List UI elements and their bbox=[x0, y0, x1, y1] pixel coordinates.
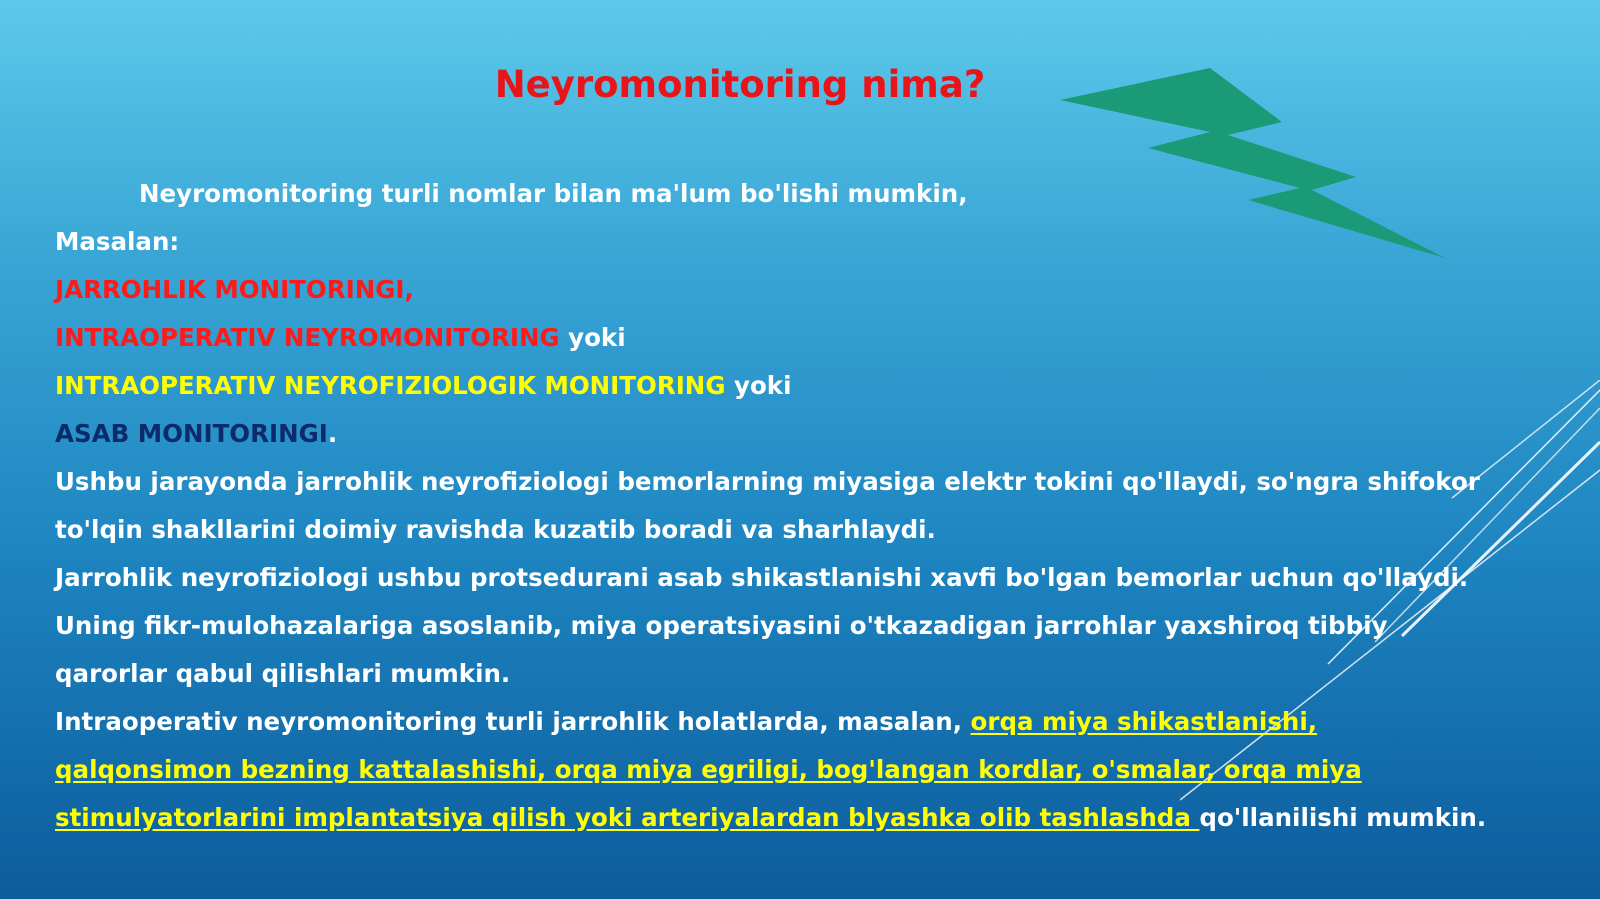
name-item bbox=[55, 410, 1495, 458]
intro-text: Neyromonitoring turli nomlar bilan ma'lum bo'lishi mumkin, bbox=[139, 179, 968, 208]
example-label: Masalan: bbox=[55, 227, 180, 256]
name-item bbox=[55, 314, 1495, 362]
name-item bbox=[55, 266, 1495, 314]
name-suffix: yoki bbox=[725, 371, 792, 400]
paragraph-process: Ushbu jarayonda jarrohlik neyrofiziologi bemorlarning miyasiga elektr tokini qo'llaydi, so'ngra shifokor to'lqin shakllarini doimiy ravishda kuzatib boradi va sharhlaydi. bbox=[55, 467, 1480, 544]
paragraph-usage: Jarrohlik neyrofiziologi ushbu protsedurani asab shikastlanishi xavfi bo'lgan bemorlar uchun qo'llaydi. bbox=[55, 563, 1469, 592]
slide-title: Neyromonitoring nima? bbox=[494, 63, 986, 106]
name-intraoperativ-neyromonitoring: INTRAOPERATIV NEYROMONITORING bbox=[55, 323, 560, 352]
paragraph-applications bbox=[55, 698, 1495, 842]
name-item bbox=[55, 362, 1495, 410]
name-intraoperativ-neyrofiziologik-monitoring: INTRAOPERATIV NEYROFIZIOLOGIK MONITORING bbox=[55, 371, 726, 400]
name-suffix: . bbox=[327, 419, 338, 448]
name-jarrohlik-monitoringi: JARROHLIK MONITORINGI, bbox=[55, 275, 414, 304]
name-suffix: yoki bbox=[559, 323, 626, 352]
applications-end: qo'llanilishi mumkin. bbox=[1199, 803, 1487, 832]
slide-body bbox=[55, 170, 1495, 842]
applications-start: Intraoperativ neyromonitoring turli jarrohlik holatlarda, masalan, bbox=[55, 707, 971, 736]
paragraph-decisions: Uning fikr-mulohazalariga asoslanib, miya operatsiyasini o'tkazadigan jarrohlar yaxshiroq tibbiy qarorlar qabul qilishlari mumkin. bbox=[55, 611, 1388, 688]
applications-link[interactable]: orqa miya shikastlanishi, qalqonsimon bezning kattalashishi, orqa miya egriligi, bog'langan kordlar, o'smalar, orqa miya stimulyatorlarini implantatsiya qilish yoki arteriyalardan blyashka olib tashlashda bbox=[55, 707, 1362, 832]
name-asab-monitoringi: ASAB MONITORINGI bbox=[55, 419, 328, 448]
